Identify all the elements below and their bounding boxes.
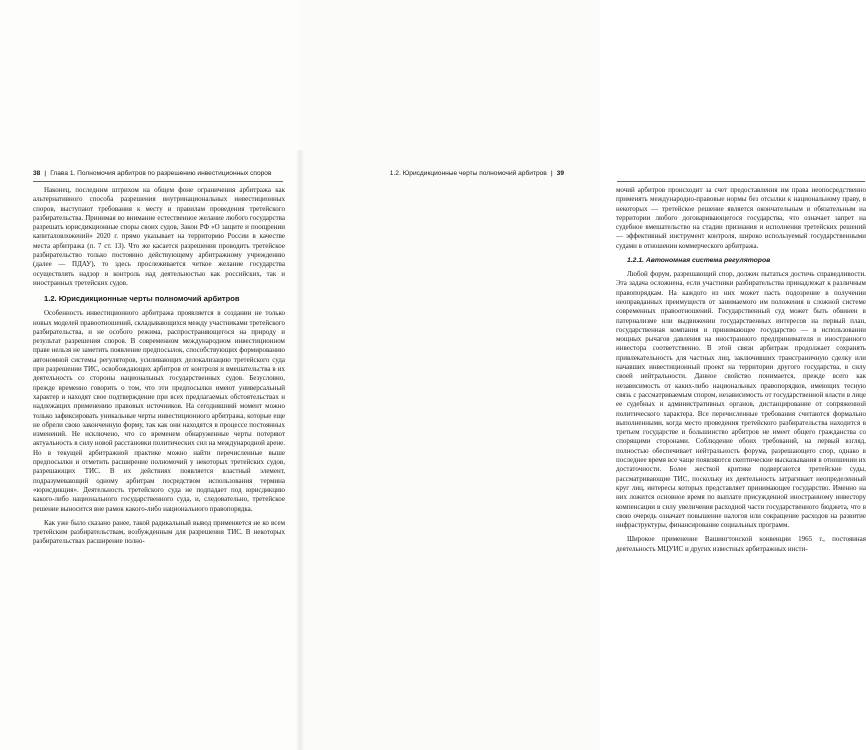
paragraph: мочий арбитров происходит за счет предоставления им права неопосредственно применять международно-правовые нормы без отсылки к национальному праву, в некоторых — третейское решение является окончательным и обязательным на территории любого договаривающегося государства, что означает запрет на судебное вмешательство на стадии признания и исполнения третейских решений — эффективный инструмент контроля, широко используемый государственными судами в отношении коммерческого арбитража. [616, 186, 866, 250]
paragraph: Широкое применение Вашингтонской конвенции 1965 г., постоянная деятельность МЦУИС и других известных арбитражных инсти- [616, 535, 866, 553]
left-running-head [33, 168, 271, 180]
paragraph: Любой форум, разрешающий спор, должен пытаться достичь справедливости. Эта задача осложнена, если участники разбирательства принадлежат к различным правопорядкам. На каждого из них может пасть подозрение в получении неоправданных преимуществ от занимаемого им положения в сложной системе современных правоотношений. Государственный суд может быть обвинен в патернализме или выдвижении государственных интересов на первый план, государственная компания и принимающее государство — в использовании мощных рычагов давления на иностранного предпринимателя и иностранного инвестора соответственно. В этой связи арбитраж продолжает сохранять привлекательность для частных лиц, заключивших трансграничную сделку или начавших инвестиционный проект на территории другого государства, в силу своей нейтральности. Данное свойство понимается, прежде всего как независимость от каких-либо национальных правопорядков, имеющих тесную связь с рассматриваемым спором, независимость от государственной власти в лице ее судебных и административных органов, дистанцирование от сопряженной политического характера. Все перечисленные требования считаются формально выполненными, когда место проведения третейского разбирательства находится в третьем государстве и большинство арбитров не имеет общего гражданства со спорящими сторонами. Соблюдение обоих требований, на первый взгляд, полностью обеспечивает нейтральность форума, разрешающего спор, однако в последнее время все чаще появляются скептические высказывания в отношении их достаточности. Более жесткой критике подвергаются третейские суды, рассматривающие ТИС, поскольку их деятельность затрагивает неопределенный круг лиц, интересы которых представляет принимающее государство. Именно на них ложится основное время по выплате присужденной иностранному инвестору компенсации в силу увеличения расходной части государственного бюджета, что в свою очередь означает повышение налогов или сокращение расходов на развитие инфраструктуры, финансирование социальных программ. [616, 270, 866, 530]
right-header-rule [617, 181, 865, 182]
book-gutter-shadow [296, 150, 304, 750]
left-header-rule [33, 181, 283, 182]
running-head-separator: | [44, 170, 47, 177]
right-running-head [390, 168, 564, 180]
paragraph: Особенность инвестиционного арбитража проявляется в создании не только новых моделей правоотношений, складывающихся между участниками третейского разбирательства, и не особого режима, распространяющегося на природу и результат разрешения споров. В современном международном инвестиционном праве нельзя не заметить появление предпосылок, способствующих формированию автономной системы регуляторов, усиливающих делокализацию третейского суда при разрешении ТИС, освобождающих арбитров от контроля и вмешательства в их деятельность со стороны национальных государственных судов. Безусловно, прежде временно говорить о том, что эти предпосылки имеют универсальный характер и находят свое подтверждение при всех предлагаемых обстоятельствах и надлежащих применению правовых источников. На сегодняшний момент можно только зафиксировать уникальные черты инвестиционного арбитража, которые еще не обрели свою законченную форму, так как они находятся в процессе постоянных изменений. Не исключено, что со временем обнаруженные черты потеряют актуальность в силу новой расстановки политических сил на международной арене. Но в текущей арбитражной практике можно найти перечисленные выше предпосылки и отметить расширение полномочий у некоторых третейских судов, разрешающих ТИС. В их действиях появляется властный элемент, подразумевающий одному арбитрам посредством использования термина «юрисдикция». Деятельность третейского суда не подпадает под юрисдикцию какого-либо национального государственного суда, и, следовательно, третейское решение выносится вне рамок какого-либо национального правопорядка. [33, 309, 285, 513]
paragraph: Наконец, последним штрихом на общем фоне ограничения арбитража как альтернативного способа разрешения внутринациональных инвестиционных споров, выступают требования к месту и правилам проведения третейского разбирательства. Принимая во внимание естественное желание любого государства разрешать юрисдикционные споры своих судов, Закон РФ «О защите и поощрении капиталовложений» 2020 г. прямо указывает на территорию России в качестве места арбитража (п. 7 ст. 13). Что же касается разрешения проводить третейское разбирательство только постоянно действующему арбитражному учреждению (далее — ПДАУ), то здесь прослеживается четкое желание государства осуществлять надзор и контроль над деятельностью как российских, так и иностранных третейских судов. [33, 186, 285, 287]
left-page [0, 0, 300, 750]
subsection-heading: 1.2.1. Автономная система регуляторов [627, 257, 771, 265]
section-label: 1.2. Юрисдикционные черты полномочий арбитров [389, 170, 547, 177]
running-head-separator: | [550, 170, 553, 177]
left-text-column [33, 186, 285, 547]
right-text-column [616, 186, 866, 554]
left-page-number: 38 [33, 170, 41, 177]
paragraph: Как уже было сказано ранее, такой радикальный вывод применяется не ко всем третейским разбирательствам, возбужденным для разрешения ТИС. В некоторых разбирательствах расширение полно- [33, 518, 285, 546]
section-heading: 1.2. Юрисдикционные черты полномочий арбитров [44, 294, 240, 304]
right-page-number: 39 [556, 170, 564, 177]
right-page [300, 0, 866, 750]
chapter-label: Глава 1. Полномочия арбитров по разрешению инвестиционных споров [50, 170, 272, 177]
